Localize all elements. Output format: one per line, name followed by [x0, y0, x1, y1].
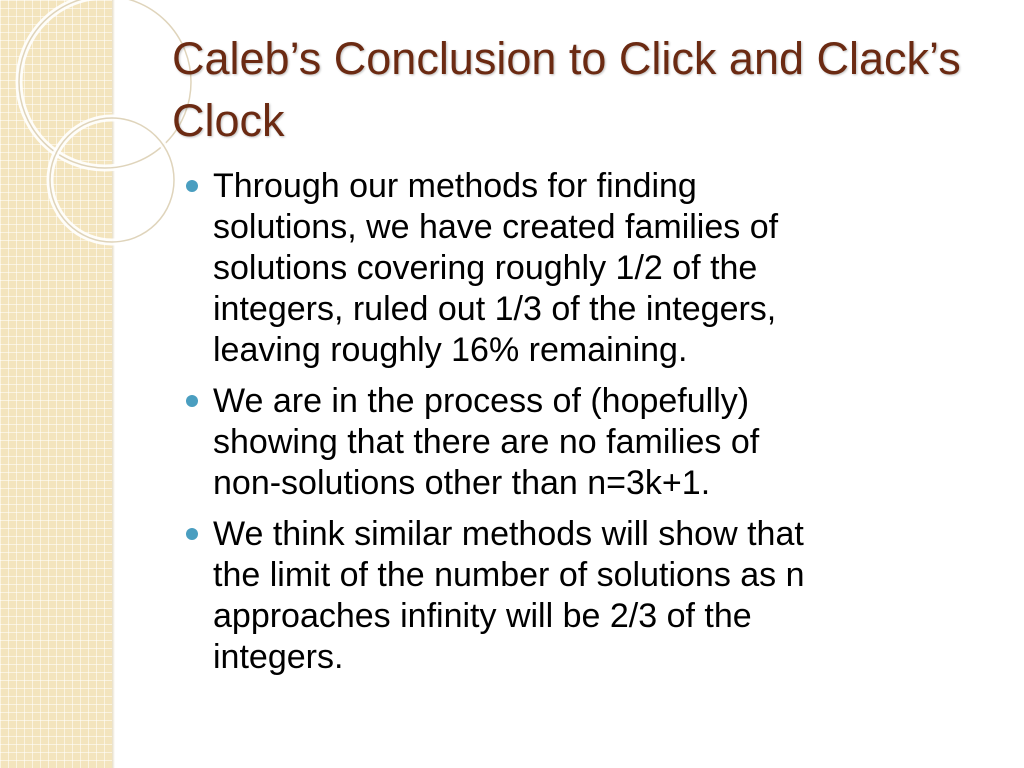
bullet-item	[186, 166, 986, 371]
bullet-line: showing that there are no families of	[213, 423, 760, 461]
bullet-item	[186, 381, 986, 504]
bullet-line: integers, ruled out 1/3 of the integers,	[213, 290, 777, 328]
bullet-line: We think similar methods will show that	[213, 515, 804, 553]
bullet-list	[186, 166, 986, 688]
bullet-item	[186, 514, 986, 678]
bullet-dot-icon	[186, 180, 198, 192]
bullet-line: leaving roughly 16% remaining.	[213, 331, 688, 369]
bullet-line: We are in the process of (hopefully)	[213, 382, 750, 420]
bullet-line: the limit of the number of solutions as n	[213, 556, 805, 594]
bullet-line: approaches infinity will be 2/3 of the	[213, 597, 752, 635]
bullet-dot-icon	[186, 395, 198, 407]
bullet-line: non-solutions other than n=3k+1.	[213, 464, 711, 502]
bullet-line: Through our methods for finding	[213, 167, 697, 205]
bullet-dot-icon	[186, 528, 198, 540]
decorative-rings	[0, 0, 160, 260]
bullet-line: integers.	[213, 638, 344, 676]
bullet-line: solutions covering roughly 1/2 of the	[213, 249, 758, 287]
slide-title: Caleb’s Conclusion to Click and Clack’s Clock	[172, 33, 961, 146]
decorative-ring-lower-shade	[50, 118, 174, 242]
bullet-line: solutions, we have created families of	[213, 208, 779, 246]
